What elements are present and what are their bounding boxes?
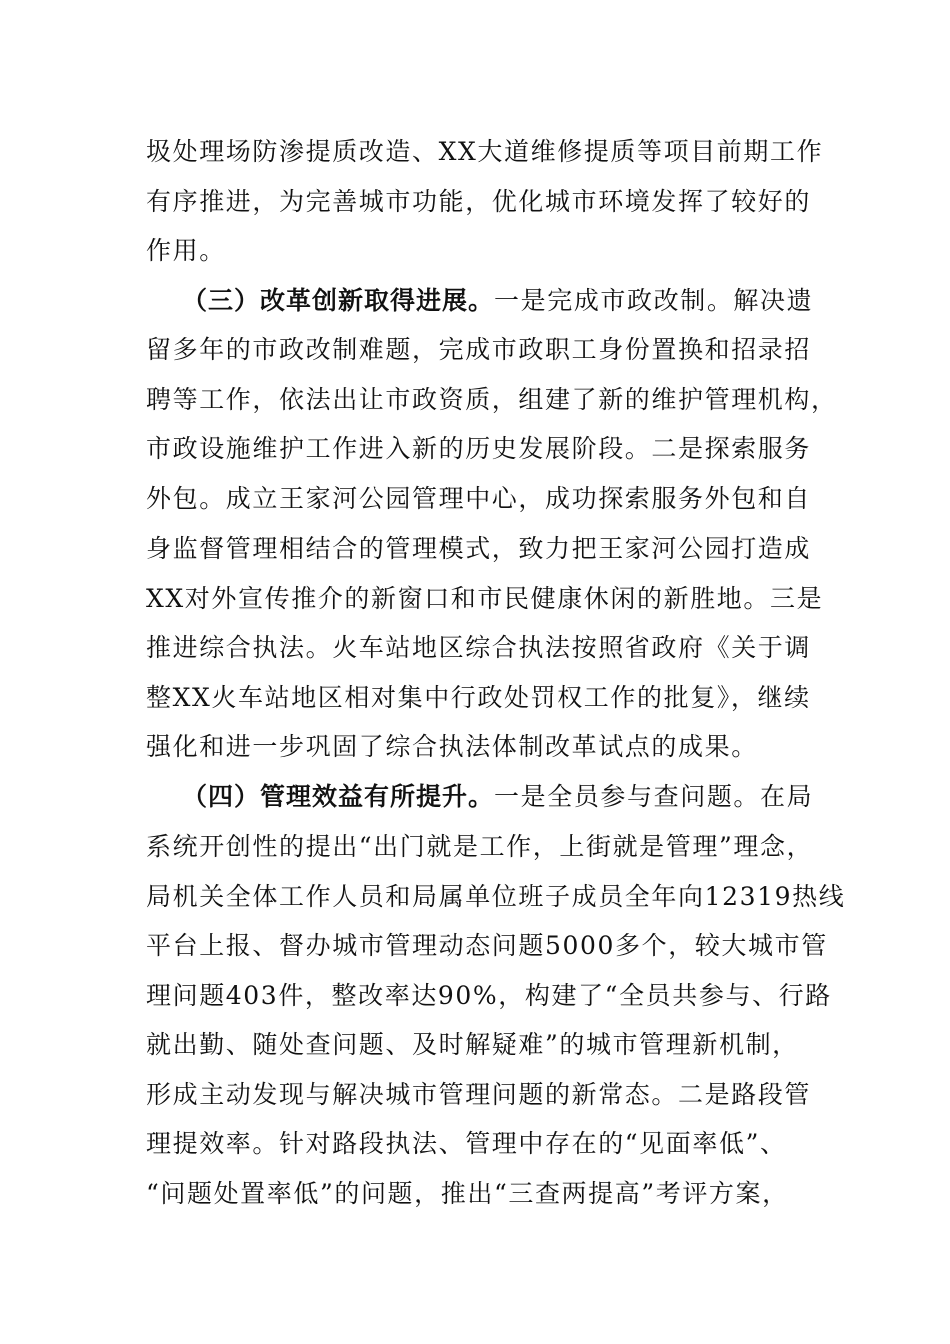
text-line: 推进综合执法。火车站地区综合执法按照省政府《关于调	[146, 633, 812, 662]
text-line: 留多年的市政改制难题，完成市政职工身份置换和招录招	[146, 335, 812, 364]
text-line: 平台上报、督办城市管理动态问题5000多个，较大城市管	[146, 931, 828, 960]
text-line: 强化和进一步巩固了综合执法体制改革试点的成果。	[146, 732, 758, 761]
text-line: 就出勤、随处查问题、及时解疑难”的城市管理新机制，	[146, 1030, 799, 1059]
section-4-text: 一是全员参与查问题。在局	[494, 782, 814, 811]
text-line: 整XX火车站地区相对集中行政处罚权工作的批复》，继续	[146, 683, 811, 712]
section-3-first-line	[182, 276, 852, 326]
text-line: 系统开创性的提出“出门就是工作，上街就是管理”理念，	[146, 832, 814, 861]
text-line: 外包。成立王家河公园管理中心，成功探索服务外包和自	[146, 484, 812, 513]
text-line: XX对外宣传推介的新窗口和市民健康休闲的新胜地。三是	[146, 584, 824, 613]
text-line: 聘等工作，依法出让市政资质，组建了新的维护管理机构，	[146, 385, 838, 414]
section-3-text: 一是完成市政改制。解决遗	[494, 286, 814, 315]
section-4-heading: （四）管理效益有所提升。	[182, 782, 495, 811]
text-line: 市政设施维护工作进入新的历史发展阶段。二是探索服务	[146, 434, 812, 463]
text-line: 有序推进，为完善城市功能，优化城市环境发挥了较好的	[146, 187, 812, 216]
text-line: 形成主动发现与解决城市管理问题的新常态。二是路段管	[146, 1080, 812, 1109]
text-line: 理提效率。针对路段执法、管理中存在的“见面率低”、	[146, 1129, 787, 1158]
section-3-heading: （三）改革创新取得进展。	[182, 286, 495, 315]
text-line: 局机关全体工作人员和局属单位班子成员全年向12319热线	[146, 882, 846, 911]
text-line: 理问题403件，整改率达90%，构建了“全员共参与、行路	[146, 981, 832, 1010]
text-line: 身监督管理相结合的管理模式，致力把王家河公园打造成	[146, 534, 812, 563]
text-line: 圾处理场防渗提质改造、XX大道维修提质等项目前期工作	[146, 137, 824, 166]
text-line: “问题处置率低”的问题，推出“三查两提高”考评方案，	[146, 1179, 789, 1208]
section-4-first-line	[182, 772, 852, 822]
text-line: 作用。	[146, 236, 226, 265]
